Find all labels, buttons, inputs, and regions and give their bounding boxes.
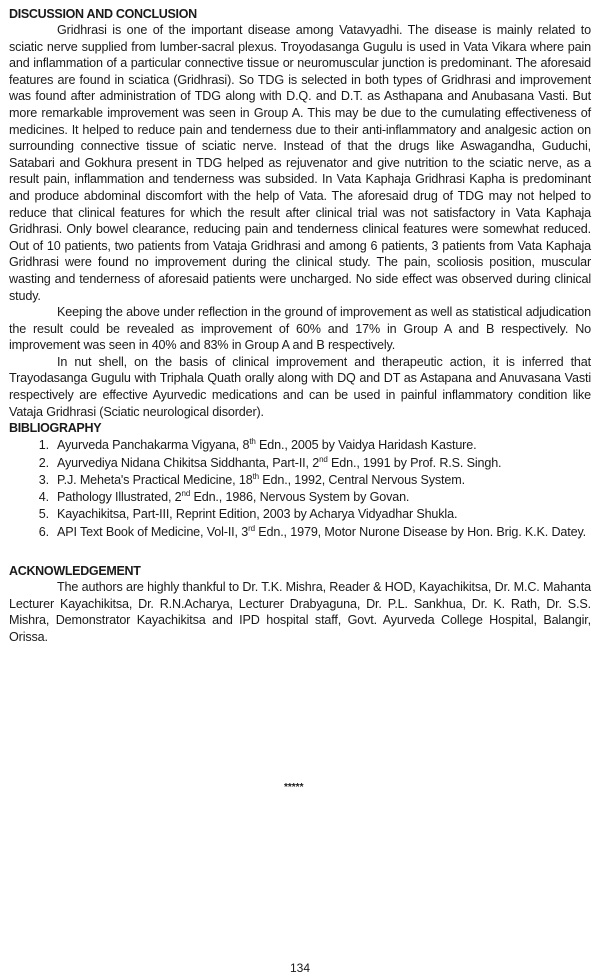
discussion-paragraph-1: Gridhrasi is one of the important disease among Vatavyadhi. The disease is mainly related to sciatic nerve supplied from lumber-sacral plexus. Troyodasanga Gugulu is used in Vata Vikara where pain and inflammation of a particular connective tissue or neuromuscular junction is predominant. The aforesaid features are found in sciatica (Gridhrasi). So TDG is selected in both types of Gridhrasi and improvement was found after administration of TDG along with D.Q. and D.T. as Asthapana and Anubasana Vasti. But more remarkable improvement was seen in Group A. This may be due to the cumulating effectiveness of medicines. It helped to reduce pain and tenderness due to their anti-inflammatory and analgesic action on surrounding connective tissue of sciatic nerve. Instead of that the drugs like Aswagandha, Guduchi, Satabari and Gokhura present in TDG helped as rejuvenator and give nutrition to the sciatic nerve, as a result pain, inflammation and tenderness was subsided. In Vata Kaphaja Gridhrasi Kapha is predominant and produce abdominal discomfort with the help of Vata. The aforesaid drug of TDG may not helped to reduce that clinical features for which the result after clinical trial was not satisfactory in Vata Kaphaja Gridhrasi. Only bowel clearance, reducing pain and tenderness clinical features were somewhat reduced. Out of 10 patients, two patients from Vataja Gridhrasi and among 6 patients, 3 patients from Vata Kaphaja Gridhrasi were found no improvement during the clinical study. The pain, scoliosis position, muscular wasting and tenderness of aforesaid patients were uncharged. No side effect was observed during clinical study. [9, 23, 591, 303]
item-number: 3. [38, 472, 49, 487]
bibliography-item [9, 524, 591, 541]
page-content [9, 6, 591, 645]
acknowledgement-text: The authors are highly thankful to Dr. T.K. Mishra, Reader & HOD, Kayachikitsa, Dr. M.C. Mahanta Lecturer Kayachikitsa, Dr. R.N.Acharya, Lecturer Drabyaguna, Dr. P.L. Sankhua, Dr. K. Rath, Dr. S.S. Mishra, Demonstrator Kayachikitsa and IPD hospital staff, Govt. Ayurveda College Hospital, Balangir, Orissa. [9, 580, 591, 644]
section-separator: ***** [284, 782, 304, 793]
bibliography-item [9, 506, 591, 523]
item-text: Pathology Illustrated, 2nd Edn., 1986, Nervous System by Govan. [57, 488, 410, 505]
discussion-heading: DISCUSSION AND CONCLUSION [9, 7, 197, 21]
item-text: API Text Book of Medicine, Vol-II, 3rd Edn., 1979, Motor Nurone Disease by Hon. Brig. K.K. Datey. [57, 523, 587, 539]
discussion-paragraph-3: In nut shell, on the basis of clinical improvement and therapeutic action, it is inferred that Trayodasanga Gugulu with Triphala Quath orally along with DQ and DT as Astapana and Anuvasana Vasti respectively are effective Ayurvedic medications and can be used in painful inflammatory condition like Vataja Gridhrasi (Sciatic neurological disorder). [9, 354, 591, 419]
bibliography-heading: BIBLIOGRAPHY [9, 421, 102, 436]
acknowledgement-heading: ACKNOWLEDGEMENT [9, 564, 141, 579]
item-text: Ayurvediya Nidana Chikitsa Siddhanta, Part-II, 2nd Edn., 1991 by Prof. R.S. Singh. [57, 454, 502, 470]
bibliography-item [9, 489, 591, 506]
item-number: 2. [38, 455, 49, 470]
bibliography-item [9, 437, 591, 454]
item-number: 1. [38, 438, 49, 453]
item-number: 5. [38, 507, 49, 522]
item-text: Ayurveda Panchakarma Vigyana, 8th Edn., 2005 by Vaidya Haridash Kasture. [57, 437, 477, 453]
item-number: 4. [38, 490, 49, 505]
page-number: 134 [289, 961, 311, 975]
item-text: P.J. Meheta's Practical Medicine, 18th Edn., 1992, Central Nervous System. [57, 471, 465, 487]
bibliography-item [9, 472, 591, 489]
discussion-paragraph-2: Keeping the above under reflection in the ground of improvement as well as statistical adjudication the result could be revealed as improvement of 60% and 17% in Group A and B respectively. No improvement was seen in 40% and 83% in Group A and B respectively. [9, 305, 591, 353]
bibliography-item [9, 455, 591, 472]
item-number: 6. [38, 524, 49, 539]
item-text: Kayachikitsa, Part-III, Reprint Edition, 2003 by Acharya Vidyadhar Shukla. [57, 507, 458, 522]
bibliography-list [9, 437, 591, 541]
